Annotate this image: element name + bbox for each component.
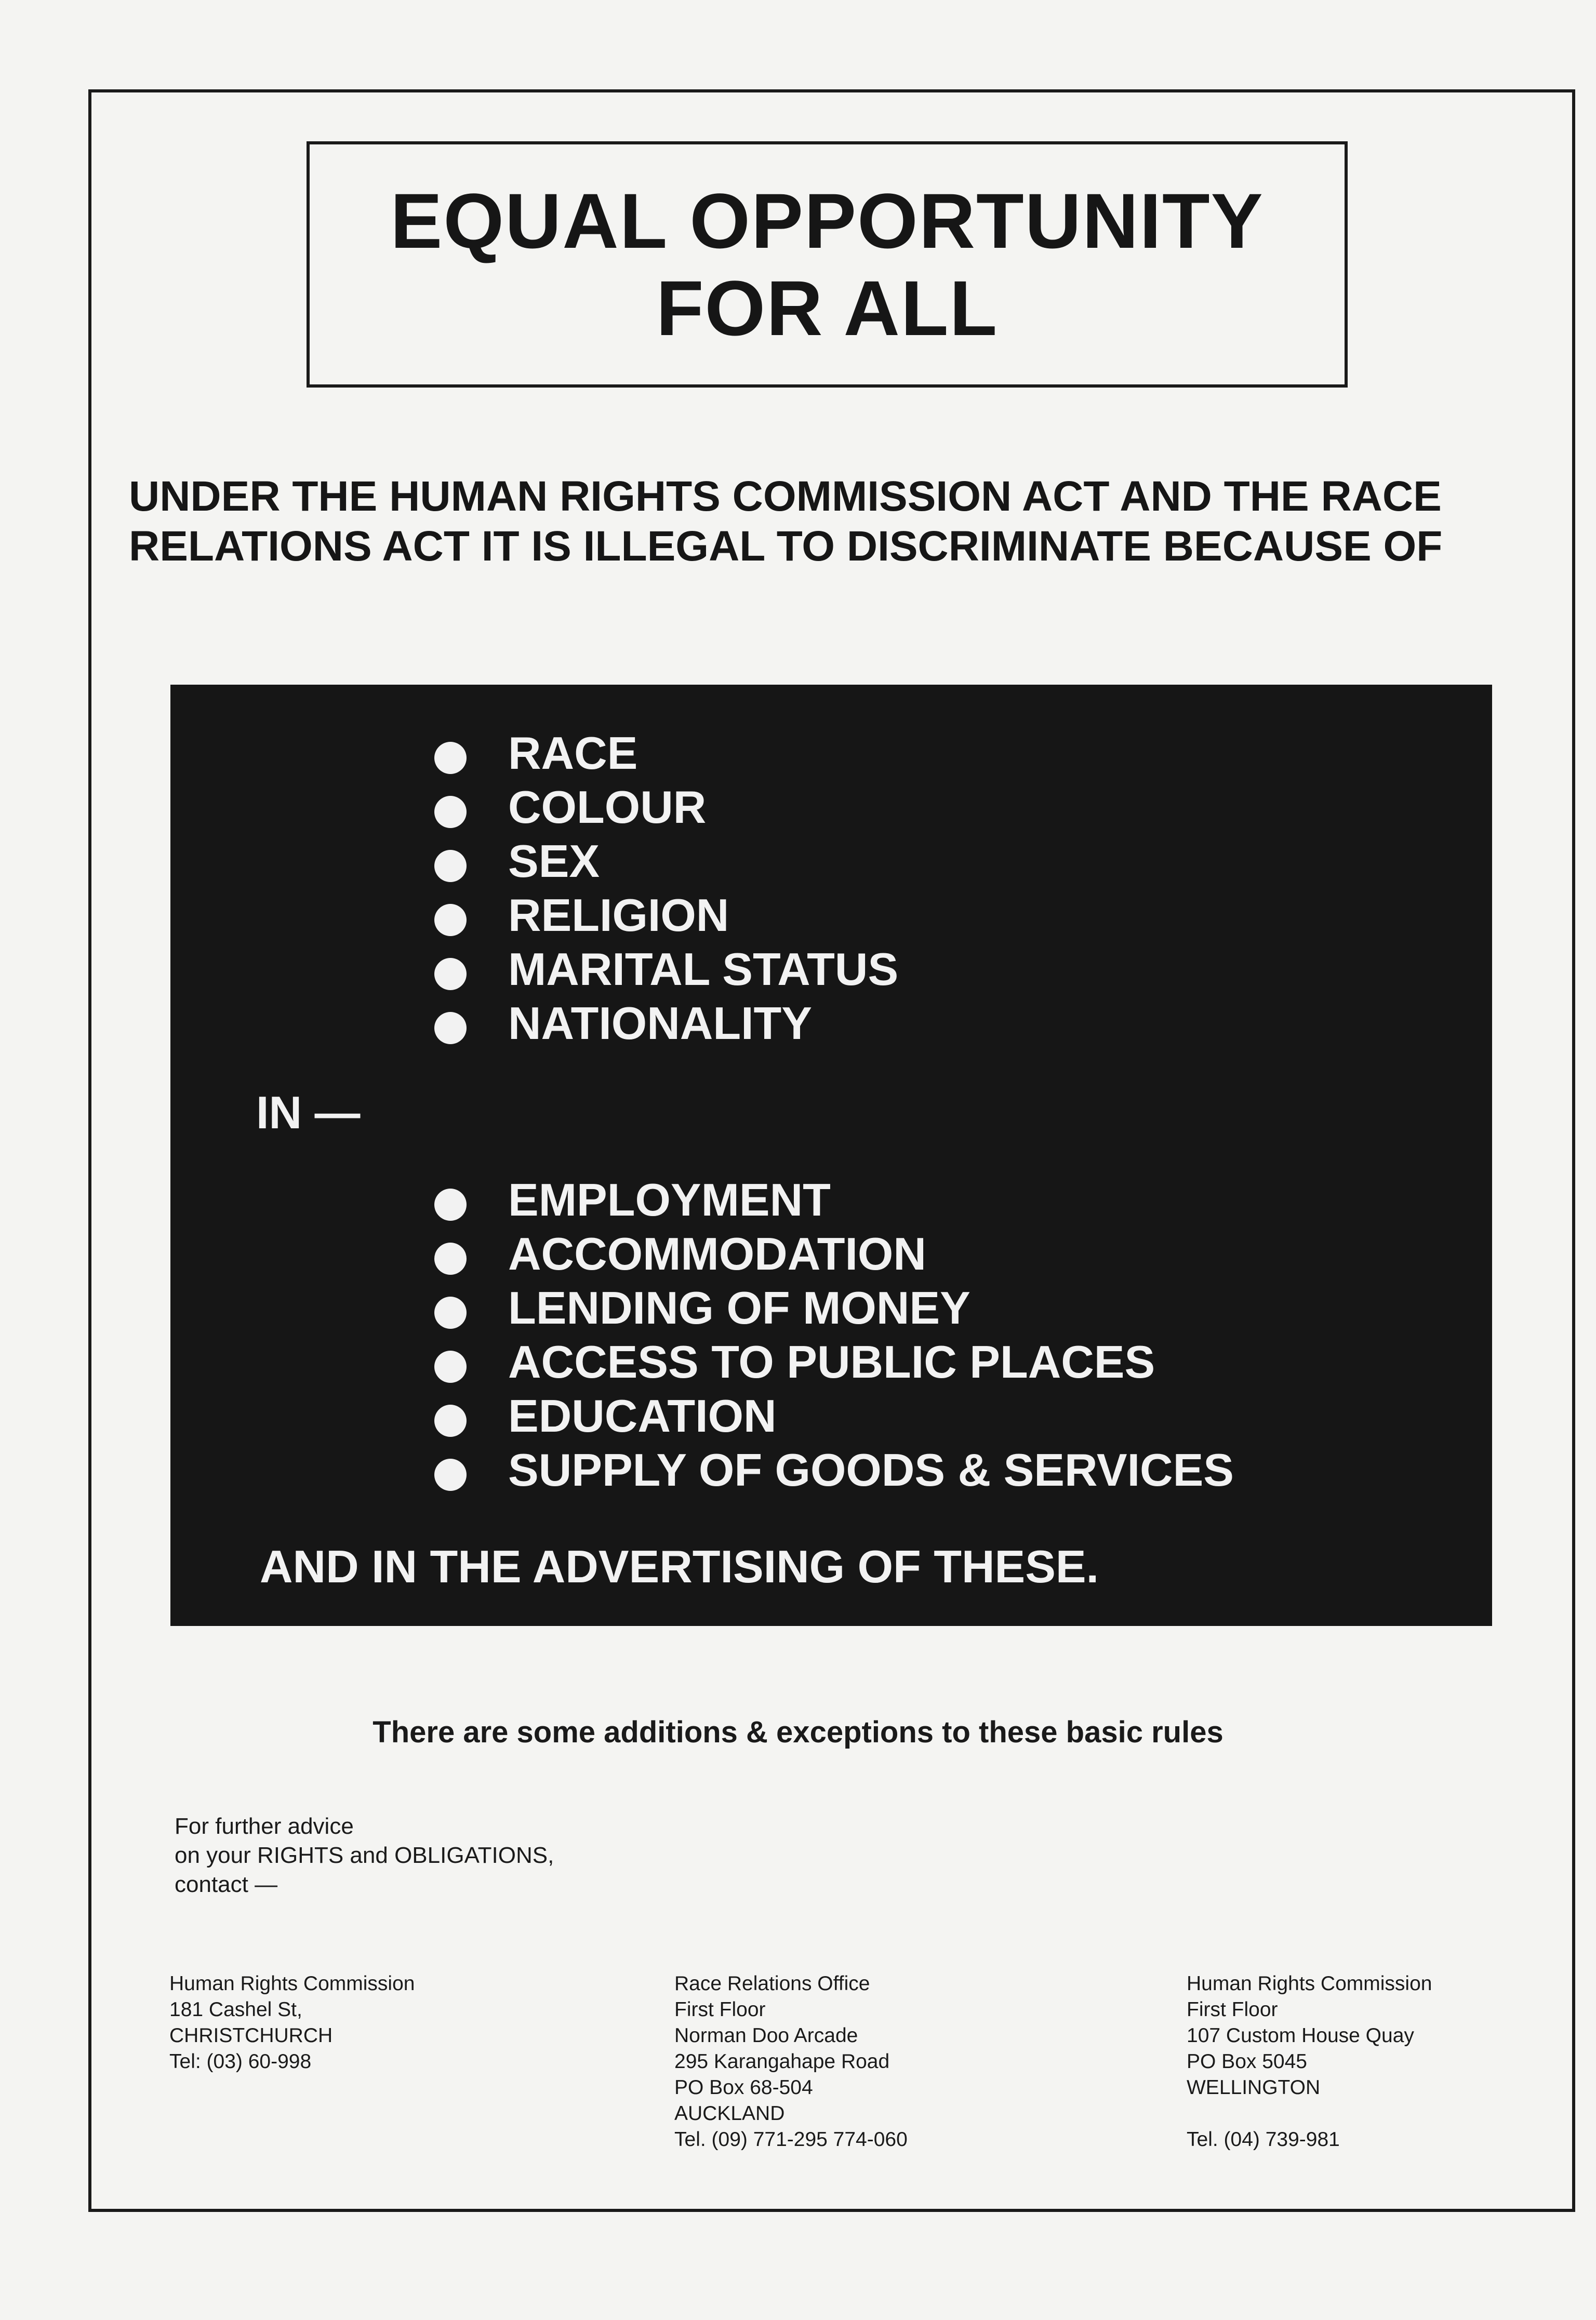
list-item xyxy=(170,1173,1492,1227)
bullet-icon xyxy=(434,958,467,990)
intro-line-2: RELATIONS ACT IT IS ILLEGAL TO DISCRIMINATE BECAUSE OF xyxy=(129,523,1443,570)
bullet-icon xyxy=(434,904,467,936)
area-label: EMPLOYMENT xyxy=(508,1174,831,1225)
bullet-icon xyxy=(434,1459,467,1491)
office-line: WELLINGTON xyxy=(1187,2076,1321,2099)
office-line: PO Box 5045 xyxy=(1187,2050,1307,2073)
bullet-icon xyxy=(434,1405,467,1437)
office-wellington xyxy=(1187,1971,1432,2153)
list-item xyxy=(170,1227,1492,1281)
office-line: First Floor xyxy=(1187,1998,1278,2021)
advice-block xyxy=(175,1812,554,1899)
ground-label: SEX xyxy=(508,835,600,887)
bullet-icon xyxy=(434,1297,467,1329)
advice-line-3: contact — xyxy=(175,1872,278,1897)
office-phone: Tel. (04) 739-981 xyxy=(1187,2128,1340,2151)
bullet-icon xyxy=(434,1351,467,1383)
in-label: IN — xyxy=(256,1087,361,1138)
title-box xyxy=(307,141,1348,388)
bullet-icon xyxy=(434,1012,467,1044)
list-item xyxy=(170,1443,1492,1497)
list-item xyxy=(170,996,1492,1050)
office-line: Human Rights Commission xyxy=(169,1972,415,1995)
areas-list xyxy=(170,1173,1492,1497)
area-label: SUPPLY OF GOODS & SERVICES xyxy=(508,1444,1234,1496)
bullet-icon xyxy=(434,1243,467,1275)
office-line: CHRISTCHURCH xyxy=(169,2024,333,2047)
bullet-icon xyxy=(434,850,467,882)
grounds-list xyxy=(170,726,1492,1050)
intro-statement xyxy=(129,472,1552,571)
office-christchurch xyxy=(169,1971,415,2075)
spacer xyxy=(1187,2101,1432,2127)
area-label: LENDING OF MONEY xyxy=(508,1282,970,1334)
ground-label: NATIONALITY xyxy=(508,997,812,1049)
list-item xyxy=(170,1281,1492,1335)
advertising-line: AND IN THE ADVERTISING OF THESE. xyxy=(260,1541,1099,1592)
area-label: ACCESS TO PUBLIC PLACES xyxy=(508,1336,1155,1388)
list-item xyxy=(170,726,1492,780)
office-phone: Tel: (03) 60-998 xyxy=(169,2050,312,2073)
list-item xyxy=(170,1335,1492,1389)
bullet-icon xyxy=(434,796,467,828)
area-label: ACCOMMODATION xyxy=(508,1228,926,1279)
office-line: AUCKLAND xyxy=(674,2102,785,2125)
ground-label: RACE xyxy=(508,727,638,779)
office-line: Human Rights Commission xyxy=(1187,1972,1432,1995)
ground-label: RELIGION xyxy=(508,889,729,941)
office-line: 295 Karangahape Road xyxy=(674,2050,890,2073)
intro-line-1: UNDER THE HUMAN RIGHTS COMMISSION ACT AND THE RACE xyxy=(129,473,1442,520)
list-item xyxy=(170,834,1492,888)
exceptions-note: There are some additions & exceptions to these basic rules xyxy=(373,1715,1223,1749)
bullet-icon xyxy=(434,1189,467,1221)
office-line: 181 Cashel St, xyxy=(169,1998,302,2021)
list-item xyxy=(170,942,1492,996)
office-line: 107 Custom House Quay xyxy=(1187,2024,1414,2047)
office-line: Race Relations Office xyxy=(674,1972,870,1995)
office-line: PO Box 68-504 xyxy=(674,2076,813,2099)
office-line: Norman Doo Arcade xyxy=(674,2024,858,2047)
office-phone: Tel. (09) 771-295 774-060 xyxy=(674,2128,908,2151)
discrimination-panel xyxy=(170,685,1492,1626)
list-item xyxy=(170,780,1492,834)
ground-label: MARITAL STATUS xyxy=(508,943,899,995)
advice-line-1: For further advice xyxy=(175,1814,354,1839)
office-auckland xyxy=(674,1971,908,2153)
bullet-icon xyxy=(434,742,467,774)
area-label: EDUCATION xyxy=(508,1390,777,1442)
advice-line-2: on your RIGHTS and OBLIGATIONS, xyxy=(175,1843,554,1868)
list-item xyxy=(170,888,1492,942)
office-line: First Floor xyxy=(674,1998,766,2021)
list-item xyxy=(170,1389,1492,1443)
title-line-2: FOR ALL xyxy=(656,264,999,352)
ground-label: COLOUR xyxy=(508,781,707,833)
title-line-1: EQUAL OPPORTUNITY xyxy=(390,177,1264,264)
